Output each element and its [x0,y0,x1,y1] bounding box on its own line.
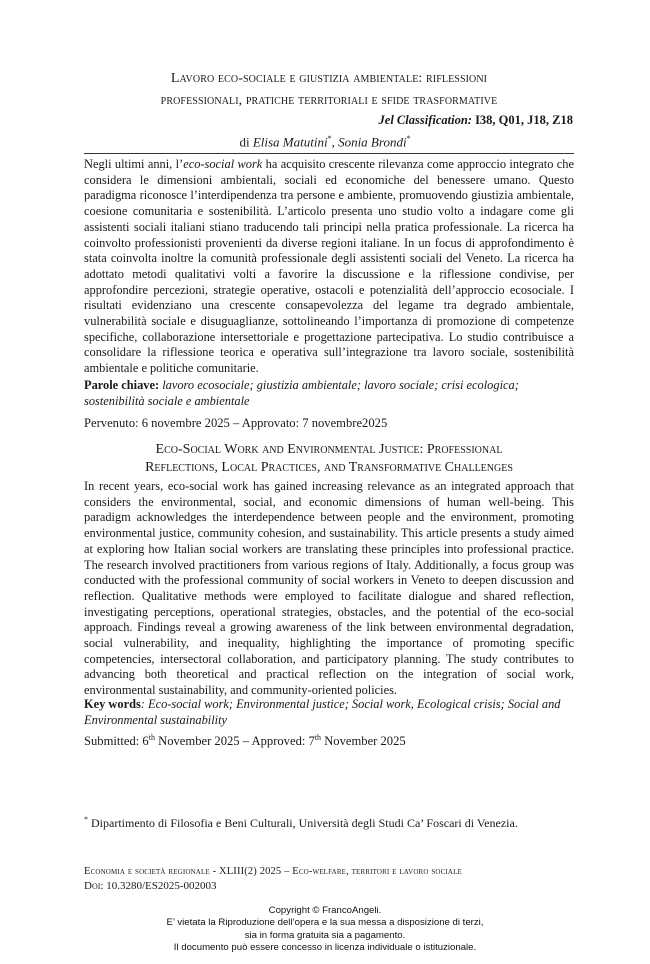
english-dates [84,733,574,749]
authors-separator: , [331,134,339,150]
italian-title [84,68,574,112]
copyright-notice [0,905,650,955]
footnote-text: Dipartimento di Filosofia e Beni Culturali, Università degli Studi Ca’ Foscari di Venezia. [88,816,518,830]
english-title-line-1: Eco-Social Work and Environmental Justice: Professional [155,442,503,457]
doi-line [84,880,217,892]
italian-abstract-rest: ha acquisito crescente rilevanza come approccio integrato che considera le dimensioni ambientali, sociali ed economiche del benessere umano. Questo paradigma riconosce l’interdipendenza tra persone e ambiente, promuovendo giustizia ambientale, coesione comunitaria e sostenibilità. L’articolo presenta uno studio volto a indagare come gli assistenti sociali italiani stiano traducendo tali principi nella pratica professionale. La ricerca ha coinvolto professionisti provenienti da diverse regioni italiane. In un focus di approfondimento è stata coinvolta inoltre la comunità professionale degli assistenti sociali del Veneto. La ricerca ha adottato metodi qualitativi volti a favorire la discussione e la riflessione condivise, per approfondire percezioni, strategie operative, ostacoli e potenzialità dell’approccio ecosociale. I risultati evidenziano una crescente consapevolezza del legame tra degrado ambientale, vulnerabilità sociale e disuguaglianze, sottolineando l’importanza di promozione di competenze specifiche, collaborazione intersettoriale e progettazione partecipativa. Lo studio contribuisce a consolidare la riflessione teorica e operativa sull’integrazione tra lavoro sociale, sostenibilità ambientale e politiche comunitarie. [84,157,574,376]
footnote-mark: * [84,815,88,824]
submitted-ordinal: th [148,733,155,742]
approved-year: November 2025 [321,734,406,749]
author-2: Sonia Brondi [338,134,407,150]
jel-classification [379,113,573,128]
italian-abstract [84,157,574,377]
italian-abstract-italic-term: eco-social work [183,157,263,171]
copyright-line-4: Il documento può essere concesso in licenza individuale o istituzionale. [173,942,477,954]
italian-keywords-text: lavoro ecosociale; giustizia ambientale; lavoro sociale; crisi ecologica; sostenibilità sociale e ambientale [84,378,519,408]
italian-title-line-2: professionali, pratiche territoriali e sfide trasformative [160,93,498,108]
doi-label: Doi: [84,880,104,892]
authors-prefix: di [239,134,253,150]
author-2-affiliation-mark: * [406,134,411,143]
journal-citation: Economia e società regionale - XLIII(2) 2025 – Eco-welfare, territori e lavoro sociale [84,866,462,877]
affiliation-footnote [84,815,518,831]
copyright-line-2: E’ vietata la Riproduzione dell’opera e la sua messa a disposizione di terzi, [166,917,484,929]
doi-value: 10.3280/ES2025-002003 [103,880,217,892]
authors-line [0,134,650,150]
author-1: Elisa Matutini [252,134,328,150]
italian-keywords-label: Parole chiave: [84,378,160,392]
approved-ordinal: th [314,733,322,742]
approved-text: November 2025 – Approved: 7 [154,734,315,749]
english-keywords-label: Key words [84,697,141,711]
author-1-affiliation-mark: * [327,134,332,143]
italian-title-line-1: Lavoro eco-sociale e giustizia ambientale: riflessioni [170,71,488,86]
copyright-line-1: Copyright © FrancoAngeli. [268,905,382,916]
english-title [84,441,574,477]
english-title-line-2: Reflections, Local Practices, and Transformative Challenges [145,460,513,475]
abstract-top-rule [84,153,574,154]
english-keywords-text: : Eco-social work; Environmental justice; Social work, Ecological crisis; Social and Environmental sustainability [84,697,561,727]
submitted-text: Submitted: 6 [84,734,149,749]
copyright-line-3: sia in forma gratuita sia a pagamento. [244,929,406,941]
italian-abstract-start: Negli ultimi anni, l’ [84,157,184,171]
english-abstract: In recent years, eco-social work has gained increasing relevance as an integrated approach that considers the environmental, social, and economic dimensions of human well-being. This paradigm acknowledges the interdependence between people and the environment, promoting environmental justice, community cohesion, and sustainability. This article presents a study aimed at exploring how Italian social workers are translating these principles into professional practice. The research involved practitioners from various regions of Italy. Additionally, a focus group was conducted with the professional community of social workers in Veneto to deepen discussion and reflection. Qualitative methods were employed to facilitate dialogue and shared reflection, investigating perceptions, operational strategies, obstacles, and the potential of the eco-social approach. Findings reveal a growing awareness of the link between environmental degradation, social vulnerability, and inequality, highlighting the importance of promoting specific competencies, intersectoral collaboration, and participatory planning. The study contributes to advancing both theoretical and practical reflection on the integration of social work, environmental sustainability, and community-oriented policies. [84,479,574,698]
italian-dates: Pervenuto: 6 novembre 2025 – Approvato: 7 novembre2025 [84,416,388,430]
jel-codes: I38, Q01, J18, Z18 [471,113,573,127]
italian-keywords [84,378,574,409]
english-keywords [84,697,574,728]
jel-label: Jel Classification: [378,113,472,127]
